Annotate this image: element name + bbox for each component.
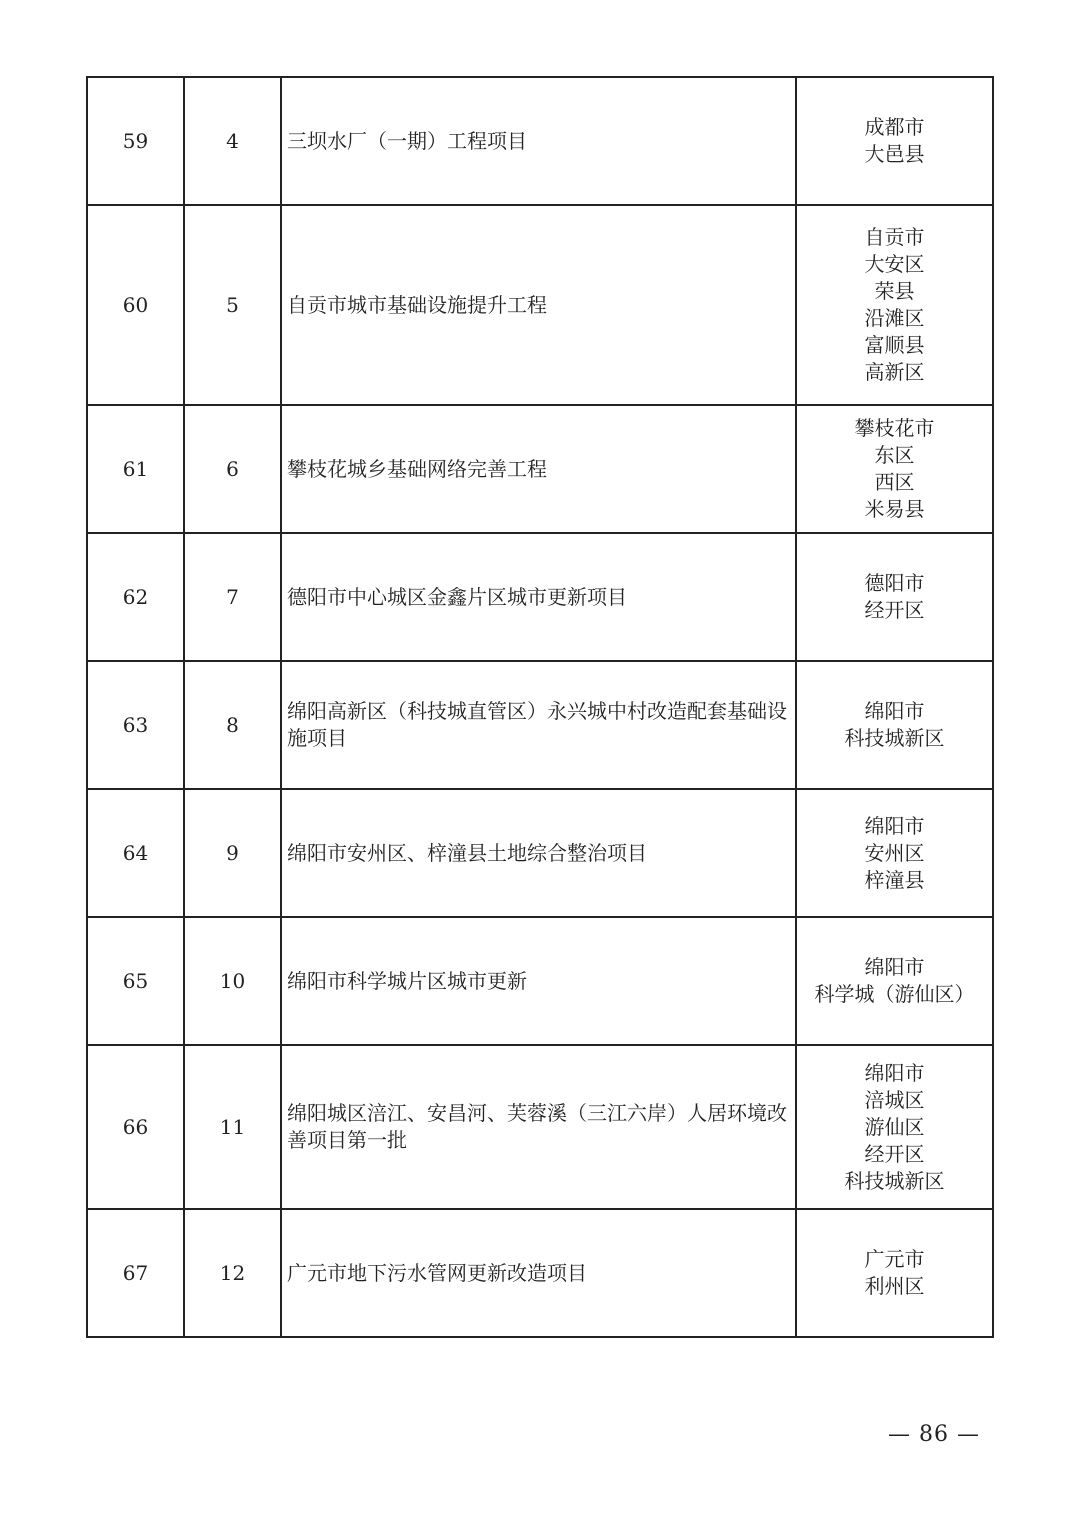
row-sequence-number: 67 <box>87 1209 184 1337</box>
table-body <box>87 77 993 1337</box>
page-number: — 86 — <box>888 1422 980 1447</box>
location-name: 大邑县 <box>864 142 925 166</box>
location-name: 德阳市 <box>864 571 925 595</box>
project-name: 广元市地下污水管网更新改造项目 <box>281 1209 796 1337</box>
project-name: 绵阳高新区（科技城直管区）永兴城中村改造配套基础设施项目 <box>281 661 796 789</box>
row-index-number: 9 <box>184 789 281 917</box>
project-locations <box>796 917 993 1045</box>
project-locations <box>796 533 993 661</box>
table-row <box>87 405 993 533</box>
location-name: 科学城（游仙区） <box>814 982 975 1006</box>
project-name: 绵阳城区涪江、安昌河、芙蓉溪（三江六岸）人居环境改善项目第一批 <box>281 1045 796 1209</box>
project-locations <box>796 1209 993 1337</box>
project-name: 三坝水厂（一期）工程项目 <box>281 77 796 205</box>
location-name: 米易县 <box>864 497 925 521</box>
table-row <box>87 661 993 789</box>
project-table <box>86 76 994 1338</box>
location-name: 科技城新区 <box>844 1168 945 1193</box>
location-name: 西区 <box>874 470 915 494</box>
project-name: 自贡市城市基础设施提升工程 <box>281 205 796 405</box>
location-name: 荣县 <box>874 279 915 303</box>
row-index-number: 4 <box>184 77 281 205</box>
table-row <box>87 1045 993 1209</box>
location-name: 高新区 <box>864 360 925 384</box>
location-name: 沿滩区 <box>864 306 925 330</box>
row-sequence-number: 64 <box>87 789 184 917</box>
project-name: 绵阳市安州区、梓潼县土地综合整治项目 <box>281 789 796 917</box>
location-name: 绵阳市 <box>864 955 925 979</box>
row-sequence-number: 60 <box>87 205 184 405</box>
row-index-number: 5 <box>184 205 281 405</box>
location-name: 利州区 <box>864 1274 925 1298</box>
row-index-number: 8 <box>184 661 281 789</box>
location-name: 游仙区 <box>864 1114 925 1139</box>
table-row <box>87 917 993 1045</box>
row-index-number: 7 <box>184 533 281 661</box>
location-name: 东区 <box>874 443 915 467</box>
location-name: 绵阳市 <box>864 1060 925 1085</box>
row-sequence-number: 61 <box>87 405 184 533</box>
project-locations <box>796 789 993 917</box>
row-sequence-number: 66 <box>87 1045 184 1209</box>
row-index-number: 6 <box>184 405 281 533</box>
location-name: 自贡市 <box>864 225 925 249</box>
location-name: 成都市 <box>864 115 925 139</box>
project-name: 德阳市中心城区金鑫片区城市更新项目 <box>281 533 796 661</box>
project-locations <box>796 405 993 533</box>
project-locations <box>796 1045 993 1209</box>
location-name: 绵阳市 <box>864 699 925 723</box>
location-name: 绵阳市 <box>864 813 925 838</box>
location-name: 安州区 <box>864 840 925 865</box>
location-name: 广元市 <box>864 1247 925 1271</box>
row-index-number: 12 <box>184 1209 281 1337</box>
project-locations <box>796 77 993 205</box>
table-row <box>87 1209 993 1337</box>
table-row <box>87 533 993 661</box>
project-name: 攀枝花城乡基础网络完善工程 <box>281 405 796 533</box>
row-sequence-number: 63 <box>87 661 184 789</box>
project-locations <box>796 205 993 405</box>
table-row <box>87 77 993 205</box>
project-name: 绵阳市科学城片区城市更新 <box>281 917 796 1045</box>
project-locations <box>796 661 993 789</box>
table-row <box>87 205 993 405</box>
row-index-number: 11 <box>184 1045 281 1209</box>
location-name: 涪城区 <box>864 1087 925 1112</box>
location-name: 经开区 <box>864 598 925 622</box>
location-name: 富顺县 <box>864 333 925 357</box>
row-sequence-number: 59 <box>87 77 184 205</box>
location-name: 大安区 <box>864 252 925 276</box>
location-name: 科技城新区 <box>844 726 945 750</box>
row-index-number: 10 <box>184 917 281 1045</box>
table-row <box>87 789 993 917</box>
location-name: 经开区 <box>864 1141 925 1166</box>
row-sequence-number: 62 <box>87 533 184 661</box>
location-name: 攀枝花市 <box>854 416 935 440</box>
location-name: 梓潼县 <box>864 867 925 892</box>
row-sequence-number: 65 <box>87 917 184 1045</box>
